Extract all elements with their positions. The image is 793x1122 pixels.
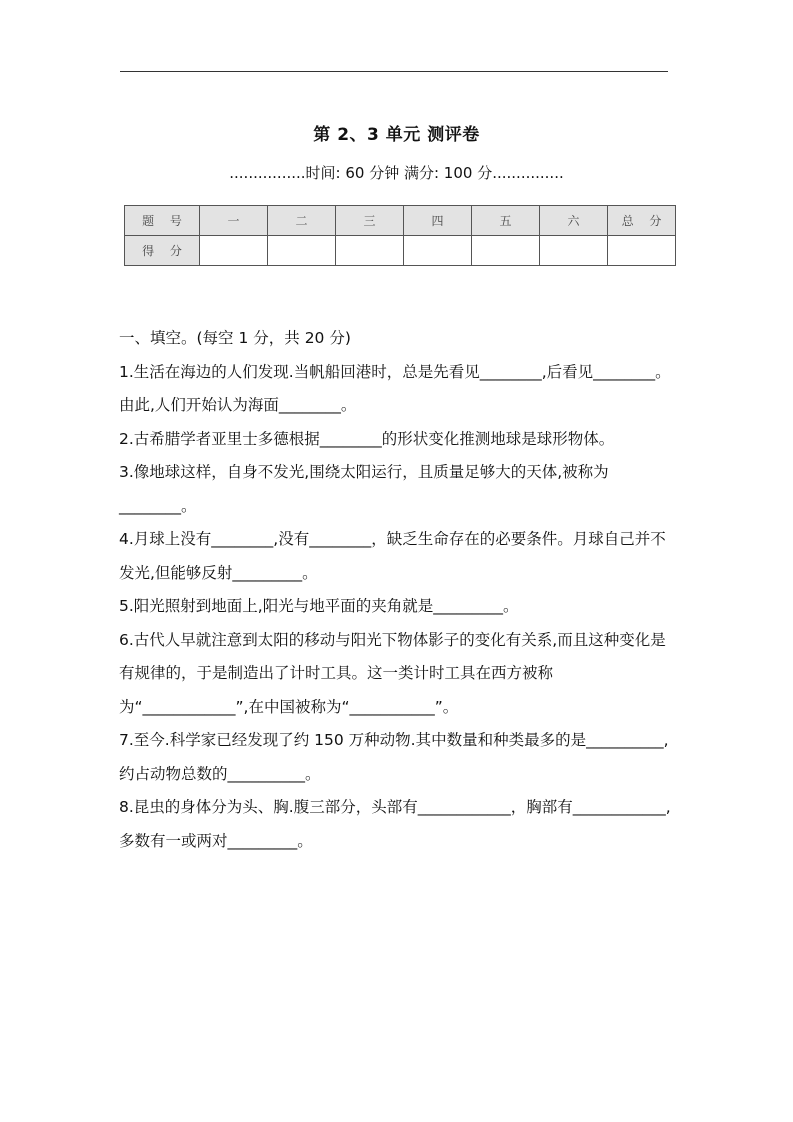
- score-table-score-row: [125, 236, 676, 266]
- question-3: 3.像地球这样，自身不发光,围绕太阳运行，且质量足够大的天体,被称为________。: [119, 463, 609, 515]
- question-8: 8.昆虫的身体分为头、胸.腹三部分，头部有____________，胸部有____________,多数有一或两对_________。: [119, 798, 671, 850]
- score-table-col: 五: [472, 206, 540, 236]
- question-2: 2.古希腊学者亚里士多德根据________的形状变化推测地球是球形物体。: [119, 429, 615, 448]
- score-table-col: 总 分: [608, 206, 676, 236]
- page-title: 第 2、3 单元 测评卷: [313, 125, 480, 145]
- section-heading: 一、填空。(每空 1 分，共 20 分): [119, 329, 351, 347]
- exam-info: ................时间: 60 分钟 满分: 100 分...............: [229, 164, 564, 182]
- score-cell[interactable]: [200, 236, 268, 266]
- score-table-col: 四: [404, 206, 472, 236]
- score-cell[interactable]: [404, 236, 472, 266]
- score-cell[interactable]: [608, 236, 676, 266]
- score-table-col: 三: [336, 206, 404, 236]
- score-cell[interactable]: [472, 236, 540, 266]
- score-table-col: 六: [540, 206, 608, 236]
- score-table-col: 二: [268, 206, 336, 236]
- header-rule: [120, 71, 668, 72]
- question-6: 6.古代人早就注意到太阳的移动与阳光下物体影子的变化有关系,而且这种变化是有规律的，于是制造出了计时工具。这一类计时工具在西方被称为“____________”,在中国被称为“___________”。: [119, 630, 666, 716]
- question-1: 1.生活在海边的人们发现.当帆船回港时，总是先看见________,后看见________。由此,人们开始认为海面________。: [119, 362, 671, 414]
- score-table-col: 一: [200, 206, 268, 236]
- score-table-row-label: 题 号: [125, 206, 200, 236]
- question-5: 5.阳光照射到地面上,阳光与地平面的夹角就是_________。: [119, 597, 519, 615]
- section-fill-in-blank: [119, 322, 675, 858]
- score-cell[interactable]: [540, 236, 608, 266]
- score-table-header-row: [125, 206, 676, 236]
- score-table-row-label: 得 分: [125, 236, 200, 266]
- score-cell[interactable]: [268, 236, 336, 266]
- question-4: 4.月球上没有________,没有________，缺乏生命存在的必要条件。月球自己并不发光,但能够反射_________。: [119, 530, 666, 582]
- score-cell[interactable]: [336, 236, 404, 266]
- score-table: [124, 205, 676, 266]
- question-7: 7.至今.科学家已经发现了约 150 万种动物.其中数量和种类最多的是__________,约占动物总数的__________。: [119, 731, 669, 783]
